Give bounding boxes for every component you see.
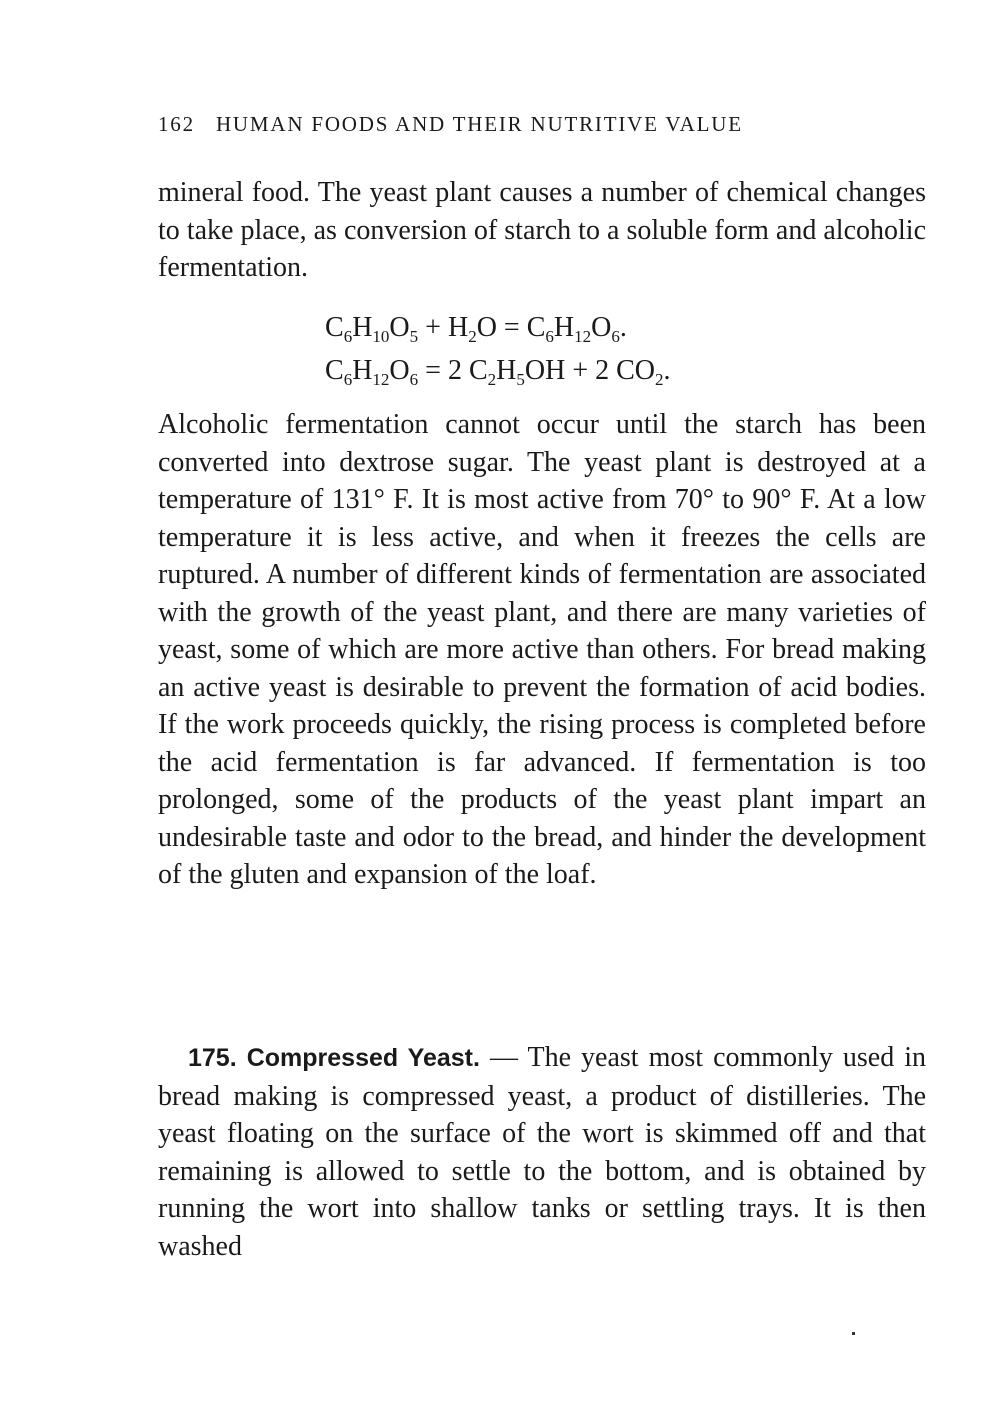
section-compressed-yeast [158,1039,926,1265]
section-body: — The yeast most commonly used in bread making is compressed yeast, a product of distilleries. The yeast floating on the surface of the wort is skimmed off and that remaining is allowed to settle to the bottom, and is obtained by running the wort into shallow tanks or settling trays. It is then washed [158,1042,927,1262]
section-title: Compressed Yeast. [246,1044,480,1072]
running-header [158,112,858,137]
paragraph-alcoholic-fermentation: Alcoholic fermentation cannot occur until the starch has been converted into dextrose sugar. The yeast plant is destroyed at a temperature of 131° F. It is most active from 70° to 90° F. At a low temperature it is less active, and when it freezes the cells are ruptured. A number of different kinds of fermentation are associated with the growth of the yeast plant, and there are many varieties of yeast, some of which are more active than others. For bread making an active yeast is desirable to prevent the formation of acid bodies. If the work proceeds quickly, the rising process is completed before the acid fermentation is far advanced. If fermentation is too prolonged, some of the products of the yeast plant impart an undesirable taste and odor to the bread, and hinder the development of the gluten and expansion of the loaf. [158,409,926,890]
print-speck [852,1332,855,1335]
section-number: 175. [188,1044,237,1072]
chemical-equations [325,306,671,392]
equation-starch-hydrolysis: $C_6H_{10}O_5 + H_2O = C_6H_{12}O_6$. [325,312,627,346]
paragraph-yeast-chemical-changes: mineral food. The yeast plant causes a number of chemical changes to take place, as conversion of starch to a soluble form and alcoholic fermentation. [158,177,926,283]
equation-fermentation: $C_6H_{12}O_6 = 2$ $C_2H_5OH + 2$ $CO_2$. [325,355,671,389]
running-title: HUMAN FOODS AND THEIR NUTRITIVE VALUE [215,112,743,136]
page-number: 162 [158,112,195,136]
